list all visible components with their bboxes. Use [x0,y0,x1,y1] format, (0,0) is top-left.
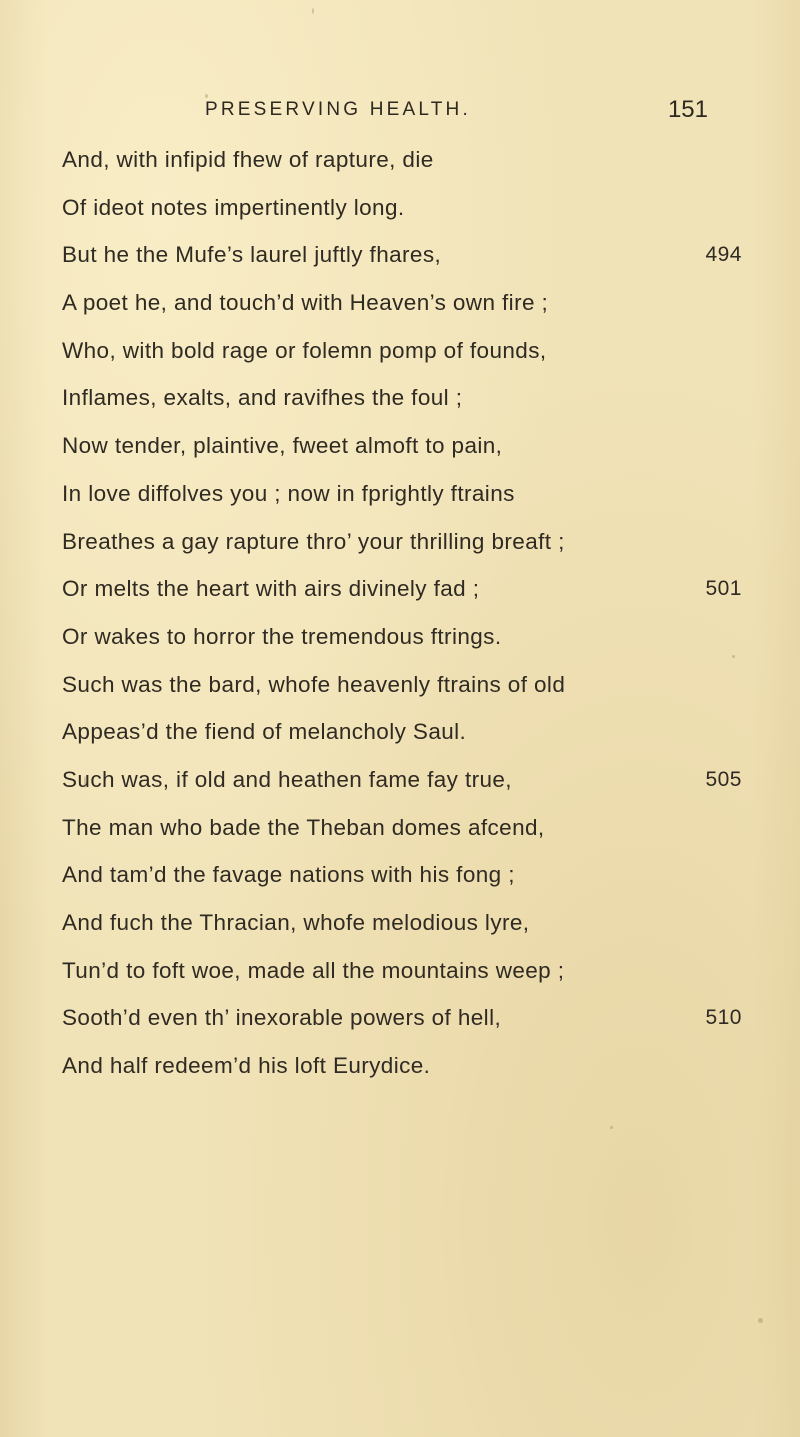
page-number: 151 [667,96,708,123]
verse-text: The man who bade the Theban domes afcend, [62,814,545,840]
verse-line [62,422,742,470]
verse-line [62,661,742,709]
verse-text: Now tender, plaintive, fweet almoft to pain, [62,433,503,459]
verse-text: In love diffolves you ; now in fprightly ftrains [62,480,515,506]
verse-text: Sooth’d even th’ inexorable powers of hell, [62,1005,502,1031]
verse-line [62,470,742,518]
verse-line [62,565,742,613]
verse-text: And fuch the Thracian, whofe melodious lyre, [62,910,530,935]
verse-line [62,947,742,995]
verse-line [62,327,742,375]
verse-text: Such was the bard, whofe heavenly ftrains of old [62,671,566,697]
verse-text: Who, with bold rage or folemn pomp of founds, [62,337,547,363]
verse-line [62,899,742,947]
paper-speck [312,8,314,14]
paper-speck [610,1126,613,1129]
verse-line [62,374,742,422]
running-title: PRESERVING HEALTH. [205,99,471,120]
verse-text: And, with infipid fhew of rapture, die [62,147,434,172]
line-number: 510 [705,1006,742,1030]
verse-line [62,756,742,804]
verse-line [62,994,742,1042]
verse-text: But he the Mufe’s laurel juftly fhares, [62,242,442,268]
verse-line [62,1042,742,1090]
verse-text: Breathes a gay rapture thro’ your thrilling breaft ; [62,528,565,554]
line-number: 501 [705,577,742,601]
line-number: 494 [705,243,742,267]
verse-line [62,136,742,184]
verse-text: Or wakes to horror the tremendous ftrings. [62,623,502,649]
verse-text: Of ideot notes impertinently long. [62,194,405,220]
verse-line [62,231,742,279]
verse-text: A poet he, and touch’d with Heaven’s own fire ; [62,290,549,316]
verse-line [62,184,742,232]
verse-text: Inflames, exalts, and ravifhes the foul ; [62,385,463,411]
running-head [205,90,720,130]
verse-text: Tun’d to foft woe, made all the mountains weep ; [62,957,565,983]
paper-speck [758,1318,763,1323]
verse-text: Appeas’d the fiend of melancholy Saul. [62,719,467,745]
verse-text: And tam’d the favage nations with his fong ; [62,862,515,888]
line-number: 505 [705,767,742,791]
verse-line [62,613,742,661]
verse-text: And half redeem’d his loft Eurydice. [62,1053,431,1079]
poem-text [62,136,742,1090]
verse-line [62,518,742,566]
verse-line [62,708,742,756]
verse-text: Or melts the heart with airs divinely fad ; [62,576,480,602]
verse-line [62,279,742,327]
verse-line [62,851,742,899]
verse-text: Such was, if old and heathen fame fay true, [62,766,512,792]
verse-line [62,804,742,852]
